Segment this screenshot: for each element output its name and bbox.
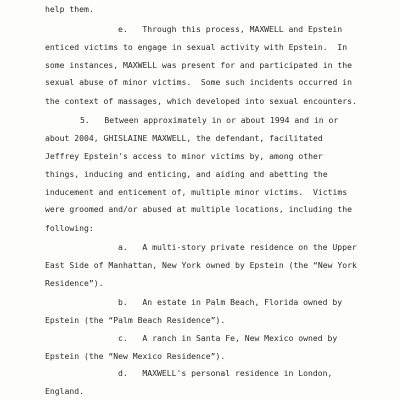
text-line: following: [45, 222, 94, 233]
text-line: about 2004, GHISLAINE MAXWELL, the defendant, facilitated [45, 132, 323, 143]
text-line: c. A ranch in Santa Fe, New Mexico owned by [118, 333, 338, 344]
text-line: Jeffrey Epstein's access to minor victims by, among other [45, 150, 323, 161]
text-line: a. A multi-story private residence on the Upper [118, 242, 357, 253]
text-line: e. Through this process, MAXWELL and Epstein [118, 24, 343, 35]
text-line: were groomed and/or abused at multiple locations, including the [45, 204, 352, 215]
text-line: England. [45, 386, 84, 396]
text-line: some instances, MAXWELL was present for and participated in the [45, 59, 352, 70]
text-line: Epstein (the “Palm Beach Residence”). [45, 314, 226, 325]
text-line: Residence”). [45, 277, 104, 288]
text-line: b. An estate in Palm Beach, Florida owned by [118, 297, 343, 307]
text-line: Epstein (the “New Mexico Residence”). [45, 350, 226, 361]
text-line: enticed victims to engage in sexual activity with Epstein. In [45, 42, 348, 52]
text-line: things, inducing and enticing, and aiding and abetting the [45, 169, 328, 179]
text-line: East Side of Manhattan, New York owned by Epstein (the “New York [45, 259, 357, 270]
text-line: inducement and enticement of, multiple minor victims. Victims [45, 186, 348, 197]
text-line: help them. [45, 4, 94, 14]
text-line: sexual abuse of minor victims. Some such incidents occurred in [45, 77, 352, 88]
text-line: 5. Between approximately in or about 1994 and in or [80, 115, 339, 126]
text-line: the context of massages, which developed into sexual encounters. [45, 95, 357, 106]
text-line: d. MAXWELL's personal residence in London, [118, 368, 333, 379]
